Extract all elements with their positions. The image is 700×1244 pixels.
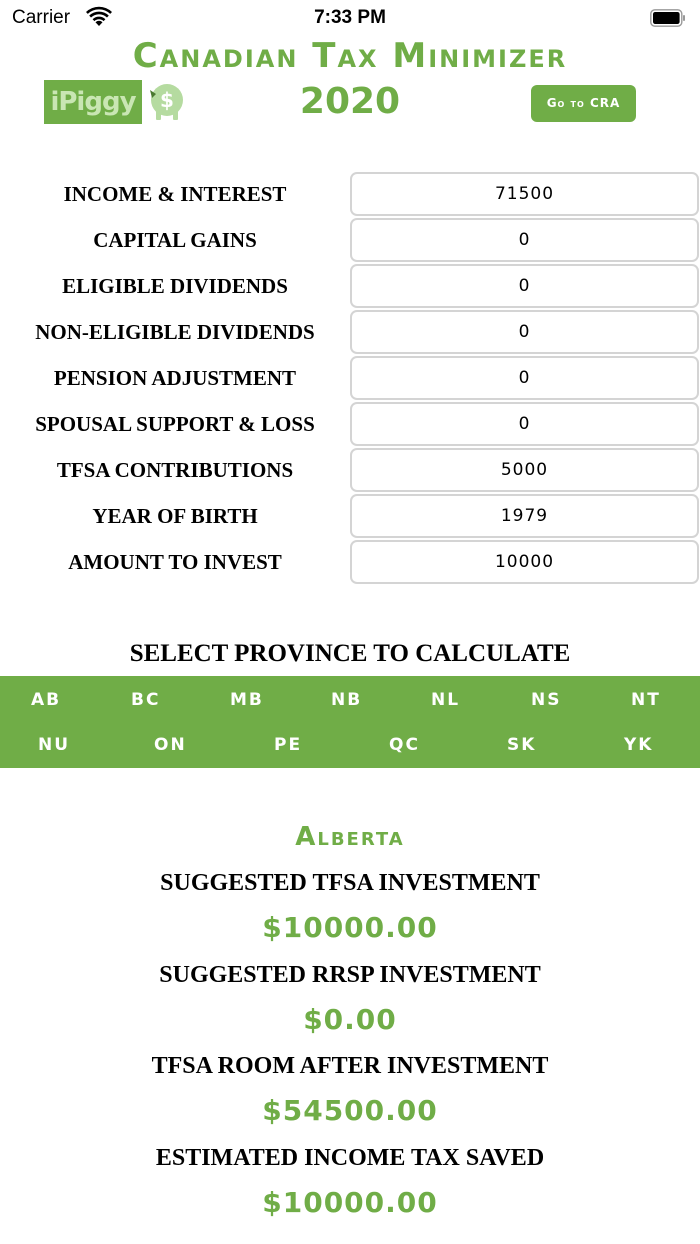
non-eligible-dividends-label: NON-ELIGIBLE DIVIDENDS — [35, 320, 315, 344]
amount-to-invest-label: AMOUNT TO INVEST — [68, 550, 282, 574]
tfsa-contributions-label: TFSA CONTRIBUTIONS — [56, 458, 294, 482]
form-row-amount-to-invest — [0, 539, 700, 585]
form-row-eligible-dividends — [0, 263, 700, 309]
tfsa-contributions-input[interactable]: 5000 — [350, 448, 699, 492]
selected-province-name: Alberta — [295, 822, 405, 852]
form-row-capital-gains — [0, 217, 700, 263]
province-button-yk[interactable]: YK — [624, 735, 654, 755]
tax-saved-value: $10000.00 — [262, 1186, 438, 1219]
eligible-dividends-label: ELIGIBLE DIVIDENDS — [62, 274, 288, 298]
province-button-pe[interactable]: PE — [274, 735, 303, 755]
tfsa-investment-label: SUGGESTED TFSA INVESTMENT — [160, 870, 540, 896]
tax-year: 2020 — [299, 81, 401, 122]
province-button-bc[interactable]: BC — [131, 690, 161, 710]
tax-input-form — [0, 171, 700, 585]
form-row-non-eligible-dividends — [0, 309, 700, 355]
tax-saved-label: ESTIMATED INCOME TAX SAVED — [155, 1145, 545, 1171]
tfsa-room-label: TFSA ROOM AFTER INVESTMENT — [151, 1053, 549, 1079]
rrsp-investment-label: SUGGESTED RRSP INVESTMENT — [159, 962, 541, 988]
svg-text:$: $ — [160, 88, 174, 112]
app-title: Canadian Tax Minimizer — [132, 36, 568, 76]
status-bar — [0, 0, 700, 36]
amount-to-invest-input[interactable]: 10000 — [350, 540, 699, 584]
pension-adjustment-input[interactable]: 0 — [350, 356, 699, 400]
province-button-nl[interactable]: NL — [431, 690, 461, 710]
form-row-income — [0, 171, 700, 217]
income-label: INCOME & INTEREST — [63, 182, 287, 206]
spousal-support-input[interactable]: 0 — [350, 402, 699, 446]
capital-gains-label: CAPITAL GAINS — [93, 228, 257, 252]
form-row-tfsa-contributions — [0, 447, 700, 493]
ipiggy-logo: iPiggy — [44, 80, 142, 124]
non-eligible-dividends-input[interactable]: 0 — [350, 310, 699, 354]
form-row-spousal-support — [0, 401, 700, 447]
select-province-heading: SELECT PROVINCE TO CALCULATE — [129, 640, 571, 667]
battery-icon — [650, 9, 686, 27]
year-of-birth-input[interactable]: 1979 — [350, 494, 699, 538]
province-button-ns[interactable]: NS — [531, 690, 562, 710]
province-button-nt[interactable]: NT — [631, 690, 661, 710]
province-button-mb[interactable]: MB — [230, 690, 264, 710]
tfsa-investment-value: $10000.00 — [262, 911, 438, 944]
clock: 7:33 PM — [314, 7, 386, 28]
income-input[interactable]: 71500 — [350, 172, 699, 216]
spousal-support-label: SPOUSAL SUPPORT & LOSS — [35, 412, 315, 436]
year-of-birth-label: YEAR OF BIRTH — [92, 504, 258, 528]
carrier-label: Carrier — [12, 7, 71, 28]
province-button-ab[interactable]: AB — [31, 690, 62, 710]
eligible-dividends-input[interactable]: 0 — [350, 264, 699, 308]
province-selector — [0, 676, 700, 768]
tfsa-room-value: $54500.00 — [262, 1094, 438, 1127]
pension-adjustment-label: PENSION ADJUSTMENT — [53, 366, 297, 390]
form-row-year-of-birth — [0, 493, 700, 539]
rrsp-investment-value: $0.00 — [303, 1003, 397, 1036]
province-button-on[interactable]: ON — [154, 735, 187, 755]
province-button-nu[interactable]: NU — [38, 735, 71, 755]
capital-gains-input[interactable]: 0 — [350, 218, 699, 262]
province-button-sk[interactable]: SK — [507, 735, 537, 755]
form-row-pension-adjustment — [0, 355, 700, 401]
go-to-cra-button[interactable]: Go to CRA — [531, 85, 636, 122]
province-button-nb[interactable]: NB — [331, 690, 363, 710]
province-button-qc[interactable]: QC — [389, 735, 420, 755]
